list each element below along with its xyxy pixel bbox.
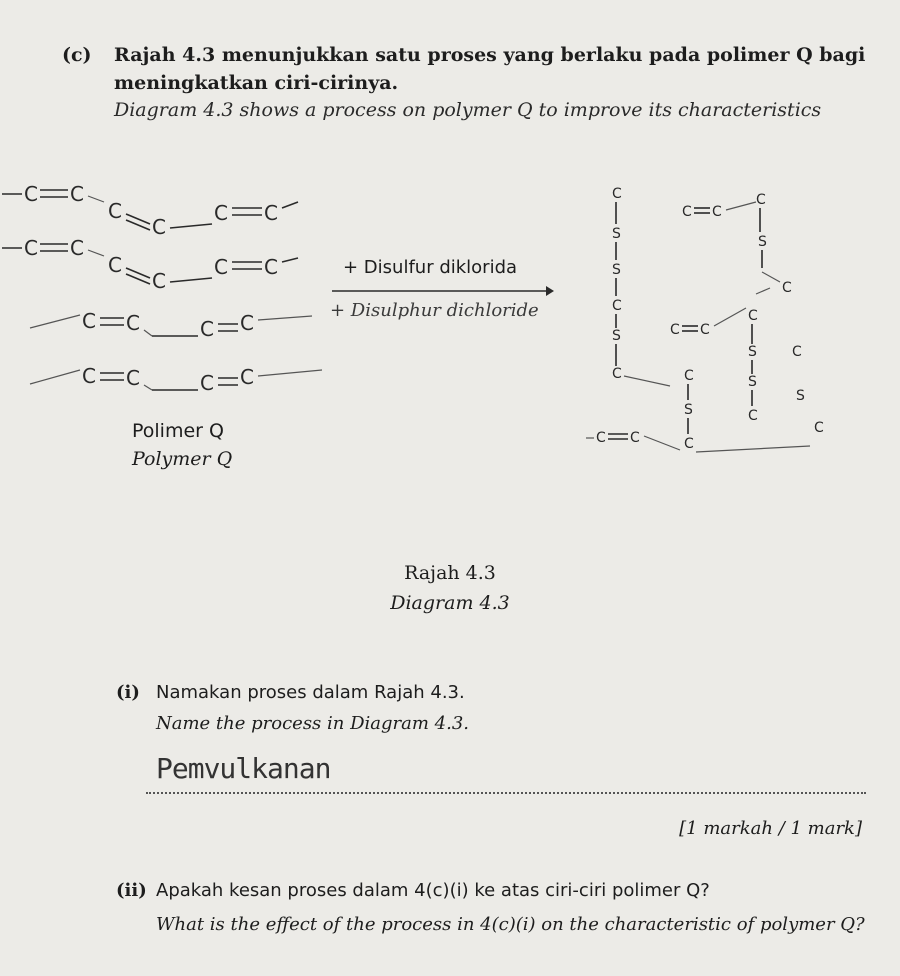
vul-c6: C <box>756 192 766 208</box>
sub-i-text-ms: Namakan proses dalam Rajah 4.3. <box>156 682 465 703</box>
chain1-c4: C <box>152 215 166 239</box>
vul-c8: C <box>670 322 680 338</box>
answer-line <box>146 792 866 794</box>
chain2-c1: C <box>24 236 38 260</box>
vul-c7: C <box>782 280 792 296</box>
chain4-c1: C <box>82 364 96 388</box>
question-part-label: (c) <box>62 44 92 66</box>
chain3-c2: C <box>126 311 140 335</box>
sub-i-answer[interactable]: Pemvulkanan <box>156 752 331 785</box>
vul-c11: C <box>748 408 758 424</box>
reaction-arrow <box>330 284 555 298</box>
vul-c4: C <box>682 204 692 220</box>
vul-s5: S <box>748 344 757 360</box>
vul-s6: S <box>748 374 757 390</box>
chain2-c3: C <box>108 253 122 277</box>
vul-c16: C <box>630 430 640 446</box>
vul-c14: C <box>684 436 694 452</box>
vul-s8: S <box>684 402 693 418</box>
vul-c1: C <box>612 186 622 202</box>
polymer-label-en: Polymer Q <box>132 448 233 470</box>
question-text-ms-line2: meningkatkan ciri-cirinya. <box>114 72 399 94</box>
chain4-c2: C <box>126 366 140 390</box>
question-header <box>62 44 865 66</box>
chain2-c6: C <box>264 255 278 279</box>
polymer-q-chain-4 <box>0 350 340 400</box>
vul-c12: C <box>792 344 802 360</box>
vul-c3: C <box>612 366 622 382</box>
reagent-en: + Disulphur dichloride <box>330 300 539 321</box>
vul-c13: C <box>684 368 694 384</box>
vul-c15: C <box>596 430 606 446</box>
chain1-c1: C <box>24 182 38 206</box>
diagram-caption-en: Diagram 4.3 <box>390 592 510 614</box>
sub-ii-label: (ii) <box>116 880 147 901</box>
chain4-c3: C <box>200 371 214 395</box>
sub-i-text-en: Name the process in Diagram 4.3. <box>156 713 470 734</box>
chain3-c4: C <box>240 311 254 335</box>
polymer-label-ms: Polimer Q <box>132 420 224 442</box>
sub-ii-text-en: What is the effect of the process in 4(c)(i) on the characteristic of polymer Q? <box>156 914 865 935</box>
vul-s2: S <box>612 262 621 278</box>
chain1-c6: C <box>264 201 278 225</box>
vul-c9: C <box>700 322 710 338</box>
vulcanised-polymer <box>560 180 880 470</box>
vul-s3: S <box>612 328 621 344</box>
question-text-ms-line1: Rajah 4.3 menunjukkan satu proses yang berlaku pada polimer Q bagi <box>114 44 866 66</box>
diagram-caption-ms: Rajah 4.3 <box>404 562 496 584</box>
vul-c10: C <box>748 308 758 324</box>
vul-s7: S <box>796 388 805 404</box>
vul-s4: S <box>758 234 767 250</box>
question-text-en: Diagram 4.3 shows a process on polymer Q to improve its characteristics <box>114 99 822 121</box>
vul-c2: C <box>612 298 622 314</box>
reagent-ms: + Disulfur diklorida <box>343 257 518 278</box>
chain1-c5: C <box>214 201 228 225</box>
vul-c17: C <box>814 420 824 436</box>
sub-i-label: (i) <box>116 682 140 703</box>
vul-s1: S <box>612 226 621 242</box>
chain3-c1: C <box>82 309 96 333</box>
sub-i-mark: [1 markah / 1 mark] <box>679 818 862 839</box>
chain2-c4: C <box>152 269 166 293</box>
chain1-c2: C <box>70 182 84 206</box>
vul-c5: C <box>712 204 722 220</box>
chain1-c3: C <box>108 199 122 223</box>
chain3-c3: C <box>200 317 214 341</box>
chain2-c2: C <box>70 236 84 260</box>
chain2-c5: C <box>214 255 228 279</box>
sub-ii-text-ms: Apakah kesan proses dalam 4(c)(i) ke atas ciri-ciri polimer Q? <box>156 880 710 901</box>
chain4-c4: C <box>240 365 254 389</box>
